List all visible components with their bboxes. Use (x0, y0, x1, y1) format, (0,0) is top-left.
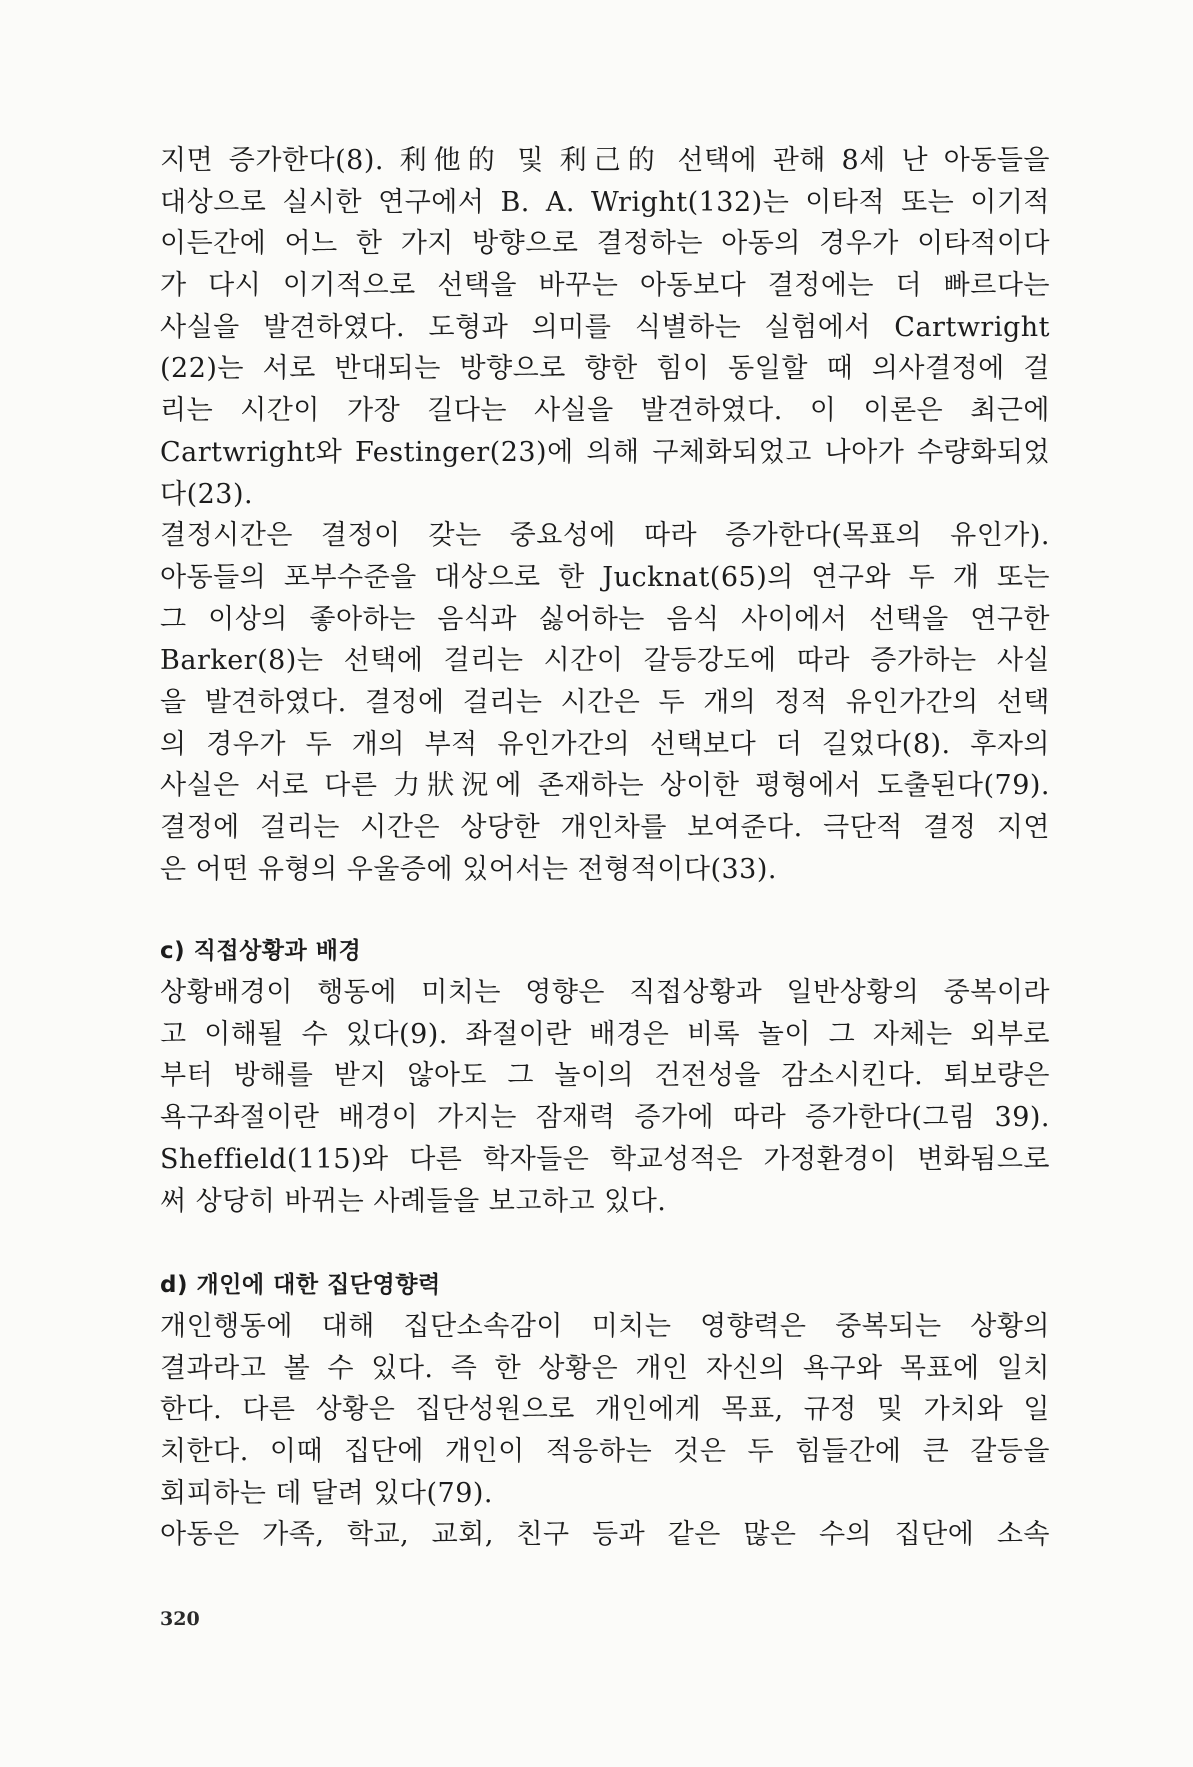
text-line: Sheffield(115)와 다른 학자들은 학교성적은 가정환경이 변화됨으로 (160, 1143, 1050, 1175)
text-line: 가 다시 이기적으로 선택을 바꾸는 아동보다 결정에는 더 빠르다는 (160, 270, 1050, 302)
text-line: 상황배경이 행동에 미치는 영향은 직접상황과 일반상황의 중복이라 (160, 977, 1050, 1009)
text-line: 한다. 다른 상황은 집단성원으로 개인에게 목표, 규정 및 가치와 일 (160, 1394, 1050, 1426)
text-line: Barker(8)는 선택에 걸리는 시간이 갈등강도에 따라 증가하는 사실 (160, 645, 1050, 677)
text-line: 회피하는 데 달려 있다(79). (160, 1477, 493, 1509)
page-body (160, 142, 1050, 1558)
text-line: 개인행동에 대해 집단소속감이 미치는 영향력은 중복되는 상황의 (160, 1310, 1050, 1342)
text-line: 욕구좌절이란 배경이 가지는 잠재력 증가에 따라 증가한다(그림 39). (160, 1102, 1050, 1134)
section-spacer (160, 1224, 1050, 1266)
text-line: 은 어떤 유형의 우울증에 있어서는 전형적이다(33). (160, 853, 777, 885)
text-line: 다(23). (160, 478, 254, 510)
text-line: 결정에 걸리는 시간은 상당한 개인차를 보여준다. 극단적 결정 지연 (160, 812, 1050, 843)
text-line: 고 이해될 수 있다(9). 좌절이란 배경은 비록 놀이 그 자체는 외부로 (160, 1018, 1050, 1050)
text-line: 이든간에 어느 한 가지 방향으로 결정하는 아동의 경우가 이타적이다 (160, 228, 1050, 260)
text-line: 결과라고 볼 수 있다. 즉 한 상황은 개인 자신의 욕구와 목표에 일치 (160, 1352, 1050, 1384)
text-line: 부터 방해를 받지 않아도 그 놀이의 건전성을 감소시킨다. 퇴보량은 (160, 1060, 1050, 1092)
paragraph (160, 517, 1050, 889)
paragraph (160, 142, 1050, 514)
text-line: 아동은 가족, 학교, 교회, 친구 등과 같은 많은 수의 집단에 소속 (160, 1519, 1050, 1551)
text-line: 치한다. 이때 집단에 개인이 적응하는 것은 두 힘들간에 큰 갈등을 (160, 1435, 1050, 1467)
text-line: 을 발견하였다. 결정에 걸리는 시간은 두 개의 정적 유인가간의 선택 (160, 686, 1050, 718)
text-line: (22)는 서로 반대되는 방향으로 향한 힘이 동일할 때 의사결정에 걸 (160, 353, 1050, 385)
section-heading: c) 직접상황과 배경 (160, 938, 362, 965)
section-heading: d) 개인에 대한 집단영향력 (160, 1272, 441, 1299)
text-line: Cartwright와 Festinger(23)에 의해 구체화되었고 나아가 수량화되었 (160, 436, 1050, 468)
section-d (160, 1266, 1050, 1554)
text-line: 의 경우가 두 개의 부적 유인가간의 선택보다 더 길었다(8). 후자의 (160, 728, 1050, 760)
paragraph (160, 1308, 1050, 1513)
paragraph (160, 974, 1050, 1137)
text-line: 지면 증가한다(8). 利他的 및 利己的 선택에 관해 8세 난 아동들을 (160, 145, 1050, 176)
text-line: 리는 시간이 가장 길다는 사실을 발견하였다. 이 이론은 최근에 (160, 395, 1050, 427)
text-line: 결정시간은 결정이 갖는 중요성에 따라 증가한다(목표의 유인가). (160, 520, 1050, 552)
text-line: 대상으로 실시한 연구에서 B. A. Wright(132)는 이타적 또는 이기적 (160, 186, 1050, 218)
text-line: 사실은 서로 다른 力狀況에 존재하는 상이한 평형에서 도출된다(79). (160, 770, 1050, 802)
section-c (160, 932, 1050, 1220)
page-number: 320 (160, 1608, 200, 1630)
text-line: 그 이상의 좋아하는 음식과 싫어하는 음식 사이에서 선택을 연구한 (160, 603, 1050, 635)
paragraph (160, 1141, 1050, 1221)
paragraph (160, 1516, 1050, 1554)
section-spacer (160, 892, 1050, 932)
text-line: 아동들의 포부수준을 대상으로 한 Jucknat(65)의 연구와 두 개 또는 (160, 561, 1050, 593)
text-line: 써 상당히 바뀌는 사례들을 보고하고 있다. (160, 1185, 667, 1217)
text-line: 사실을 발견하였다. 도형과 의미를 식별하는 실험에서 Cartwright (160, 311, 1050, 343)
